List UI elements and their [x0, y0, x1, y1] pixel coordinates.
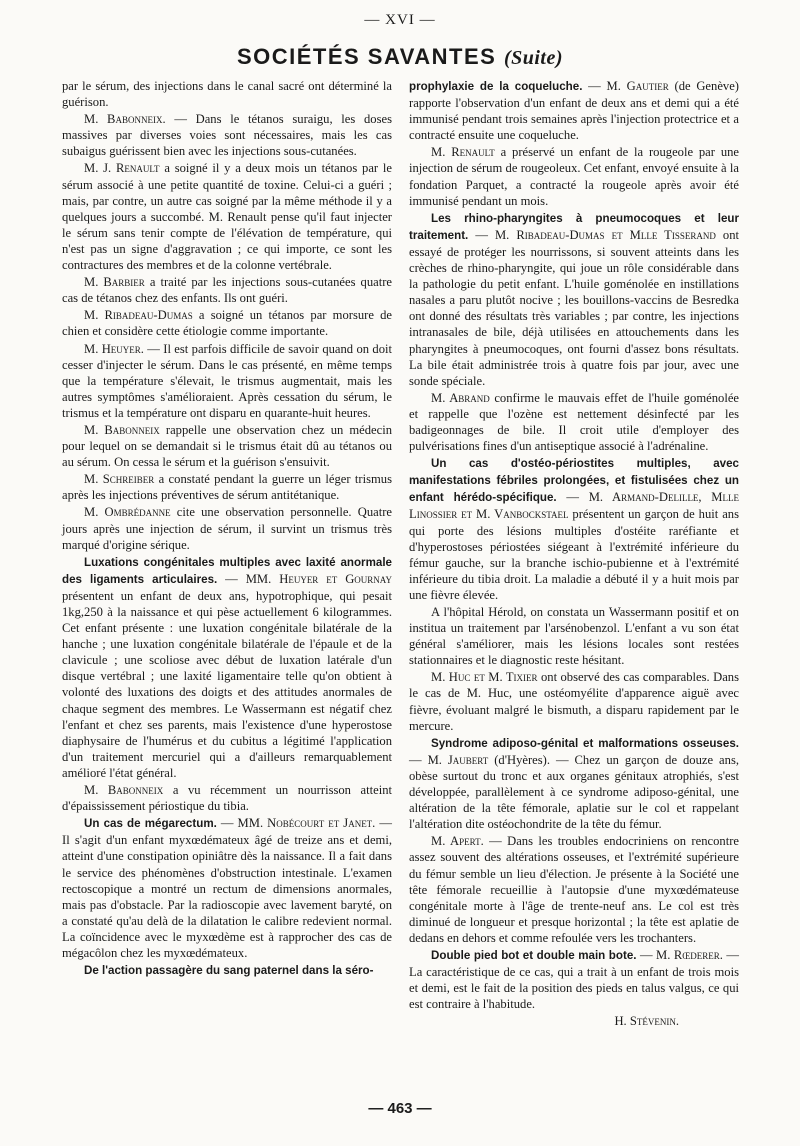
author-name: M. Barbier — [84, 275, 145, 290]
author-name: M. Abrand — [431, 390, 490, 405]
author-name: M. Apert. — [431, 834, 484, 849]
author-name: M. Heuyer. — [84, 341, 144, 356]
paragraph — [62, 471, 392, 503]
paragraph-text: — Dans les troubles endocriniens on rencontre assez souvent des altérations osseuses, et l'extrémité supérieure du fémur semble un lieu d'élection. Je présente à la Société une tête fémorale recueillie à l'autopsie d'une myxœdémateuse congénitale morte à l'âge de trente-neuf ans. Le col est très diminué de longueur et presque horizontal ; la tête est aplatie de dedans en dehors et comme refoulée vers les trochanters. — [409, 834, 739, 945]
author-name: M. Ribadeau-Dumas — [84, 308, 193, 323]
page-number-bottom: — 463 — — [368, 1100, 432, 1117]
author-name: M. Babonneix. — [84, 112, 166, 127]
paragraph-text: confirme le mauvais effet de l'huile goménolée et rappelle que l'ozène est nettement désinfecté par les badigeonnages de bile. Il croit utile d'employer des pulvérisations fines d'un antiseptique associé à l'adrénaline. — [409, 390, 739, 454]
paragraph-text: ont essayé de protéger les nourrissons, si souvent atteints dans les crèches de rhino-pharyngite, qui joue un rôle considérable dans la pathologie du petit enfant. L'huile goménolée en instillations nasales a paru plutôt nocive ; les bouillons-vaccins de Besredka ont donné des résultats très variables ; par contre, les injections intranasales de bile, déjà utilisées en attouchements dans les pharyngites à pneumocoques, ont fourni d'assez bons résultats. La bile était administrée trois à quatre fois par jour, avec une sonde spéciale. — [409, 227, 739, 388]
paragraph-heading: Double pied bot et double main bote. — [431, 948, 637, 962]
paragraph — [409, 1013, 739, 1029]
paragraph-heading: Un cas d'ostéo-périostites multiples, avec manifestations fébriles prolongées, et fistulisées chez un enfant hérédo-spécifique. — [409, 457, 739, 505]
paragraph-heading: Les rhino-pharyngites à pneumocoques et leur traitement. — [409, 211, 739, 242]
paragraph-text: a préservé un enfant de la rougeole par une injection de sérum de rougeoleux. Cet enfant, envoyé ensuite à la fondation Parquet, a contracté la rougeole après avoir été immunisé pendant un mois. — [409, 145, 740, 208]
paragraph — [409, 78, 739, 143]
author-name: M. Renault — [431, 145, 495, 160]
paragraph-text: a traité par les injections sous-cutanées quatre cas de tétanos chez des enfants. Ils ont guéri. — [62, 275, 392, 306]
paragraph — [62, 815, 392, 961]
author-name: — M. Gautier — [582, 79, 669, 93]
paragraph-text: a constaté pendant la guerre un léger trismus après les injections préventives de sérum antitétanique. — [62, 472, 392, 503]
paragraph-heading: prophylaxie de la coqueluche. — [409, 80, 583, 93]
author-name: — M. Ribadeau-Dumas et Mlle Tisserand — [468, 227, 716, 242]
paragraph-heading: Luxations congénitales multiples avec laxité anormale des ligaments articulaires. — [62, 555, 392, 586]
author-name: — M. Jaubert — [409, 752, 489, 767]
paragraph-text: présentent un garçon de huit ans qui porte des lésions multiples d'ostéite raréfiante et d'hyperostoses périostées siégeant à l'extrémité inférieure du fémur gauche, sur la branche ischio-pubienne et à l'extrémité inférieure du tibia droit. La maladie a débuté il y a huit mois par une fièvre élevée. — [409, 507, 739, 602]
paragraph — [62, 422, 392, 470]
paragraph — [409, 735, 739, 833]
paragraph-text: A l'hôpital Hérold, on constata un Wassermann positif et on institua un traitement par l'arsénobenzol. L'enfant a vu son état général s'améliorer, mais les lésions locales sont restées stationnaires et le diagnostic reste hésitant. — [409, 605, 739, 668]
section-title — [0, 44, 800, 70]
paragraph — [409, 390, 739, 454]
paragraph-heading: Un cas de mégarectum. — [84, 817, 217, 831]
paragraph-text: a vu récemment un nourrisson atteint d'épaississement périostique du tibia. — [62, 783, 392, 814]
paragraph — [409, 455, 739, 603]
paragraph — [409, 947, 739, 1012]
author-name: M. J. Renault — [84, 161, 160, 176]
paragraph — [409, 604, 739, 668]
paragraph-heading: De l'action passagère du sang paternel dans la séro- — [84, 964, 374, 978]
paragraph — [409, 833, 739, 946]
paragraph-text: — Dans le tétanos suraigu, les doses massives par diverses voies sont nécessaires, mais les cas subaigus guérissent bien avec les injections sous-cutanées. — [62, 112, 392, 159]
paragraph — [62, 307, 392, 339]
paragraph — [409, 144, 739, 208]
author-name: — M. Rœderer. — [636, 947, 723, 962]
author-name: — MM. Heuyer et Gournay — [217, 571, 392, 586]
paragraph-text: — Il s'agit d'un enfant myxœdémateux âgé de treize ans et demi, atteint d'une constipation opiniâtre dès la naissance. Il a fait dans le service des phénomènes d'obstruction intestinale. L'examen rectoscopique a montré un rectum de dimensions anormales, mais pas d'obstacle. Par la radioscopie avec lavement baryté, on a constaté qu'au delà de la dilatation le calibre redevient normal. La coïncidence avec le myxœdème est à rapprocher des cas de mégacôlon chez les myxœdémateux. — [62, 816, 392, 960]
paragraph — [62, 962, 392, 979]
author-name: — M. Armand-Delille, Mlle Linossier et M. Vanbockstael — [409, 490, 739, 522]
author-name: M. Babonneix — [84, 783, 164, 798]
paragraph-text: (de Genève) rapporte l'observation d'un enfant de deux ans et demi qui a été immunisé pendant trois semaines après l'injection protectrice et a contracté ensuite une coqueluche. — [409, 79, 739, 143]
section-title-suffix: (Suite) — [503, 47, 564, 69]
author-name: — MM. Nobécourt et Janet. — [216, 816, 376, 831]
page-number-top: — XVI — — [364, 12, 436, 28]
paragraph — [62, 554, 392, 781]
section-title-text: SOCIÉTÉS SAVANTES — [236, 44, 497, 69]
paragraph — [409, 210, 739, 389]
paragraph-text: (d'Hyères). — Chez un garçon de douze ans, obèse surtout du tronc et aux organes génitaux atrophiés, s'est développée, parallèlement à ce syndrome adiposo-génital, une altération de la tête fémorale, aplatie sur le col et rappelant l'altération dite ostéochondrite de la tête du fémur. — [409, 752, 739, 832]
paragraph — [62, 782, 392, 814]
paragraph — [62, 78, 392, 110]
paragraph — [62, 160, 392, 273]
author-name: M. Babonneix — [84, 422, 160, 437]
paragraph-heading: Syndrome adiposo-génital et malformations osseuses. — [431, 736, 739, 750]
left-column — [62, 78, 392, 980]
paragraph — [62, 111, 392, 159]
paragraph-text: — La caractéristique de ce cas, qui a trait à un enfant de trois mois et demi, est le fait de la position des pieds en talus valgus, ce qui est contraire à l'habitude. — [409, 947, 739, 1012]
paragraph — [62, 504, 392, 552]
paragraph-text: par le sérum, des injections dans le canal sacré ont déterminé la guérison. — [62, 79, 392, 110]
right-column — [409, 78, 739, 1030]
paragraph-text: cite une observation personnelle. Quatre jours après une injection de sérum, il survint un trismus très marqué d'origine sérique. — [62, 505, 392, 552]
author-name: M. Huc et M. Tixier — [431, 670, 538, 685]
paragraph-text: rappelle une observation chez un médecin pour lequel on se demandait si le trismus était dû au tétanos ou au sérum. On cessa le sérum et la guérison s'ensuivit. — [62, 422, 393, 470]
author-name: M. Schreiber — [84, 472, 155, 487]
author-name: M. Ombrédanne — [84, 505, 171, 520]
paragraph — [409, 669, 739, 733]
author-name: H. Stévenin. — [614, 1014, 679, 1029]
paragraph-text: a soigné il y a deux mois un tétanos par le sérum associé à une petite quantité de toxine. Celui-ci a guéri ; mais, par contre, un autre cas soigné par la même méthode il y a quelques jours a succombé. M. Renault pense qu'il faut injecter le sérum sans tenir compte de l'élévation de température, qui n'est pas un signe d'aggravation ; ce qui importe, ce sont les contractures des membres et de la colonne vertébrale. — [62, 161, 392, 273]
paragraph — [62, 274, 392, 306]
paragraph-text: a soigné un tétanos par morsure de chien et considère cette étiologie comme importante. — [62, 308, 393, 339]
paragraph-text: présentent un enfant de deux ans, hypotrophique, qui pesait 1kg,250 à la naissance et qui pèse actuellement 6 kilogrammes. Cet enfant présente : une luxation congénitale bilatérale de la hanche ; une luxation congénitale bilatérale de l'épaule et de la clavicule ; une scoliose avec début de luxation latérale d'un disque vertébral ; une laxité ligamentaire telle qu'on obtient à volonté des luxations des doigts et des attitudes anormales de chaque segment des membres. Le Wassermann est négatif chez l'enfant et chez ses parents, mais l'existence d'une hyperostose diaphysaire de l'humérus et du cubitus a légitimé l'application d'un traitement mercuriel qui a d'ailleurs remarquablement amélioré l'état général. — [62, 588, 392, 780]
paragraph-text: ont observé des cas comparables. Dans le cas de M. Huc, une ostéomyélite d'apparence aiguë avec fièvre, évoluant malgré le bismuth, a disparu rapidement par le mercure. — [409, 670, 739, 733]
paragraph-text: — Il est parfois difficile de savoir quand on doit cesser d'injecter le sérum. Dans le cas présenté, en même temps que la température s'élevait, le trismus augmentait, mais les autres symptômes s'amélioraient. Après cessation du sérum, le trismus et la température ont disparu en quarante-huit heures. — [62, 341, 392, 420]
paragraph — [62, 341, 392, 421]
